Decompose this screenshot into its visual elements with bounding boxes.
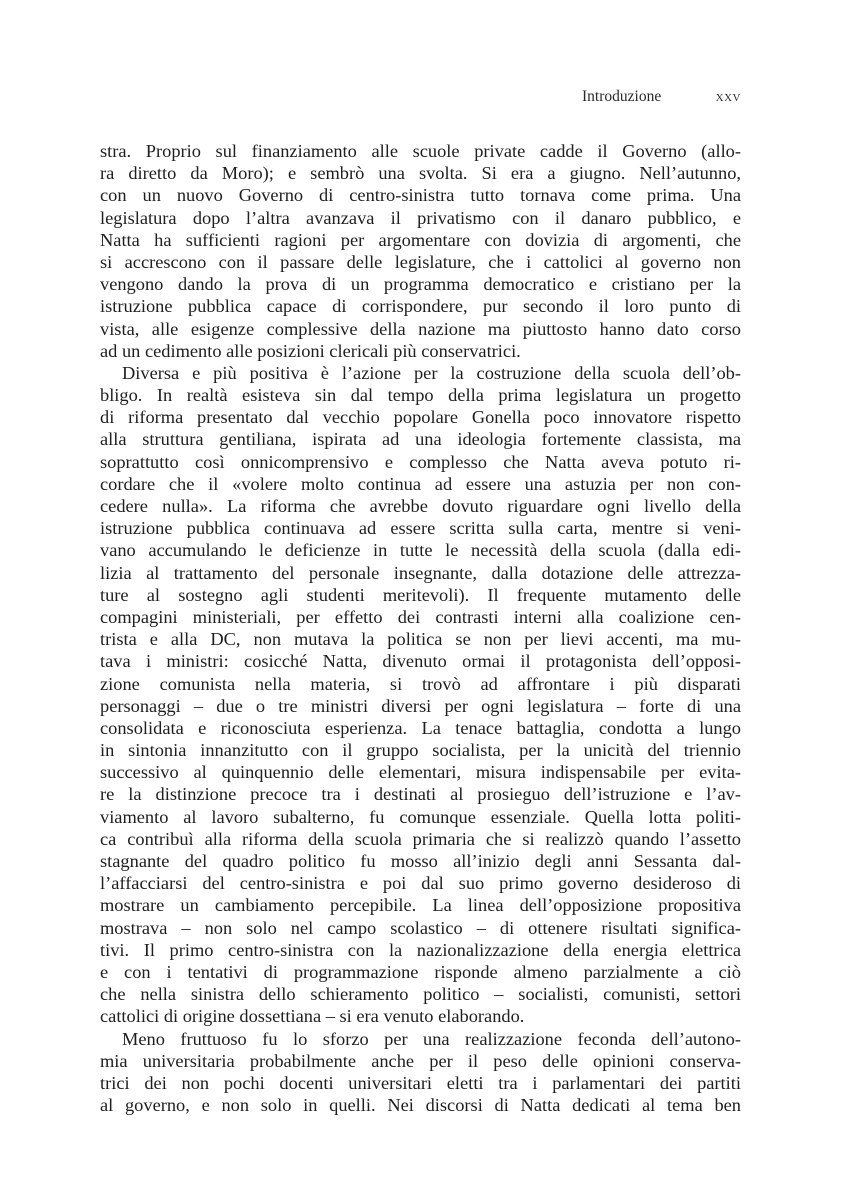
text-line: stagnante del quadro politico fu mosso all’inizio degli anni Sessanta dal- <box>100 851 741 871</box>
text-line: cattolici di origine dossettiana – si era venuto elaborando. <box>100 1006 525 1027</box>
text-line: vengono dando la prova di un programma democratico e cristiano per la <box>100 274 741 295</box>
text-line: re la distinzione precoce tra i destinati al prosieguo dell’istruzione e l’av- <box>100 784 741 805</box>
text-line: alla struttura gentiliana, ispirata ad una ideologia fortemente classista, ma <box>100 429 741 450</box>
text-line: mostrare un cambiamento percepibile. La linea dell’opposizione propositiva <box>100 895 741 916</box>
text-line: al governo, e non solo in quelli. Nei discorsi di Natta dedicati al tema ben <box>100 1095 741 1116</box>
paragraph <box>100 362 741 1028</box>
text-line: viamento al lavoro subalterno, fu comunque essenziale. Quella lotta politi- <box>100 806 741 827</box>
running-head-title: Introduzione <box>582 88 662 105</box>
text-line: istruzione pubblica capace di corrispondere, pur secondo il loro punto di <box>100 296 741 317</box>
text-line: stra. Proprio sul finanziamento alle scuole private cadde il Governo (allo- <box>100 141 741 161</box>
text-line: soprattutto così onnicomprensivo e complesso che Natta aveva potuto ri- <box>100 451 741 472</box>
text-line: in sintonia innanzitutto con il gruppo socialista, per la unicità del triennio <box>100 740 741 761</box>
text-line: ad un cedimento alle posizioni clericali più conservatrici. <box>100 340 521 361</box>
text-line: vista, alle esigenze complessive della nazione ma piuttosto hanno dato corso <box>100 318 741 339</box>
text-line: zione comunista nella materia, si trovò ad affrontare i più disparati <box>100 673 741 694</box>
text-line: l’affacciarsi del centro-sinistra e poi dal suo primo governo desideroso di <box>100 873 741 894</box>
text-line: si accrescono con il passare delle legislature, che i cattolici al governo non <box>100 251 741 272</box>
text-line: di riforma presentato dal vecchio popolare Gonella poco innovatore rispetto <box>100 407 741 428</box>
text-line: ca contribuì alla riforma della scuola primaria che si realizzò quando l’assetto <box>100 828 741 849</box>
text-line: tivi. Il primo centro-sinistra con la nazionalizzazione della energia elettrica <box>100 939 741 960</box>
text-line: legislatura dopo l’altra avanzava il privatismo con il danaro pubblico, e <box>100 207 741 228</box>
text-line: e con i tentativi di programmazione risponde almeno parzialmente a ciò <box>100 961 741 982</box>
text-line: ture al sostegno agli studenti meritevoli). Il frequente mutamento delle <box>100 584 741 605</box>
body-text <box>100 140 741 1116</box>
text-line: tava i ministri: cosicché Natta, divenuto ormai il protagonista dell’opposi- <box>100 651 741 672</box>
text-line: mia universitaria probabilmente anche per il peso delle opinioni conserva- <box>100 1050 741 1071</box>
running-head <box>560 88 741 110</box>
text-line: cordare che il «volere molto continua ad essere una astuzia per non con- <box>100 473 741 494</box>
text-line: vano accumulando le deficienze in tutte le necessità della scuola (dalla edi- <box>100 540 741 561</box>
text-line: consolidata e riconosciuta esperienza. La tenace battaglia, condotta a lungo <box>100 717 741 738</box>
text-line: Diversa e più positiva è l’azione per la costruzione della scuola dell’ob- <box>122 362 741 383</box>
text-line: bligo. In realtà esisteva sin dal tempo della prima legislatura un progetto <box>100 385 741 406</box>
text-line: mostrava – non solo nel campo scolastico – di ottenere risultati significa- <box>100 917 741 938</box>
text-line: personaggi – due o tre ministri diversi per ogni legislatura – forte di una <box>100 695 741 716</box>
text-line: compagini ministeriali, per effetto dei contrasti interni alla coalizione cen- <box>100 606 741 627</box>
text-line: Natta ha sufficienti ragioni per argomentare con dovizia di argomenti, che <box>100 229 741 250</box>
text-line: trista e alla DC, non mutava la politica se non per lievi accenti, ma mu- <box>100 629 741 650</box>
text-line: Meno fruttuoso fu lo sforzo per una realizzazione feconda dell’autono- <box>122 1028 741 1049</box>
paragraph <box>100 140 741 362</box>
text-line: cedere nulla». La riforma che avrebbe dovuto riguardare ogni livello della <box>100 496 741 516</box>
text-line: che nella sinistra dello schieramento politico – socialisti, comunisti, settori <box>100 984 741 1005</box>
text-line: istruzione pubblica continuava ad essere scritta sulla carta, mentre si veni- <box>100 518 741 539</box>
text-line: successivo al quinquennio delle elementari, misura indispensabile per evita- <box>100 762 741 783</box>
text-line: con un nuovo Governo di centro-sinistra tutto tornava come prima. Una <box>100 185 741 206</box>
page-number: xxv <box>715 88 741 105</box>
paragraph <box>100 1028 741 1117</box>
text-line: trici dei non pochi docenti universitari eletti tra i parlamentari dei partiti <box>100 1072 741 1093</box>
text-line: ra diretto da Moro); e sembrò una svolta. Si era a giugno. Nell’autunno, <box>100 163 741 184</box>
text-line: lizia al trattamento del personale insegnante, dalla dotazione delle attrezza- <box>100 562 741 583</box>
